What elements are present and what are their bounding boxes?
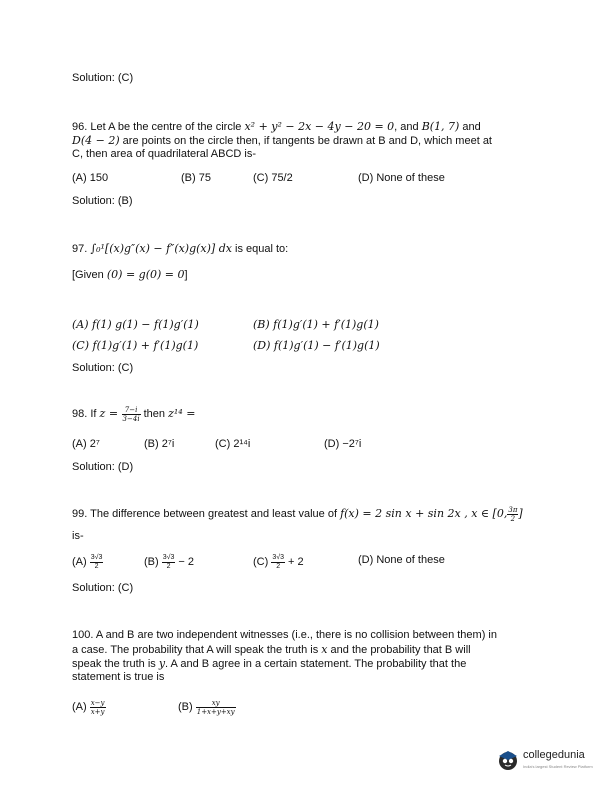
q97-option-a: (A) f(1) g(1) − f(1)g′(1): [72, 318, 199, 331]
q96-option-b: (B) 75: [181, 172, 211, 184]
q99-option-c: (C) $\frac{3√3}{2}$ + 2: [253, 553, 304, 570]
q96-line-3: C, then area of quadrilateral ABCD is-: [72, 148, 257, 160]
q98-question: 98. If z = $\frac{7-i}{3-4i}$ then z¹⁴ =: [72, 405, 196, 423]
logo-wordmark: collegedunia: [523, 749, 585, 761]
q97-solution: Solution: (C): [72, 362, 134, 374]
logo-tagline: India's largest Student Review Platform: [523, 764, 593, 769]
q98-option-a: (A) 2⁷: [72, 438, 100, 450]
q98-fraction: $\frac{7-i}{3-4i}$: [122, 405, 140, 423]
q100-line-1: 100. A and B are two independent witnesses (i.e., there is no collision between them) in: [72, 629, 497, 641]
graduate-icon: [497, 749, 519, 771]
q100-option-b: (B) $\frac{xy}{1+x+y+xy}$: [178, 698, 235, 716]
q99-option-b: (B) $\frac{3√3}{2}$ − 2: [144, 553, 195, 570]
q99-is: is-: [72, 530, 84, 542]
q98-solution: Solution: (D): [72, 461, 134, 473]
q99-range-fraction: $\frac{3\pi}{2}$: [508, 505, 518, 523]
collegedunia-logo: [497, 747, 603, 775]
q96-option-c: (C) 75/2: [253, 172, 293, 184]
q99-question: 99. The difference between greatest and least value of f(x) = 2 sin x + sin 2x , x ∈ [0, $\frac{3\pi}{2}$ ]: [72, 505, 523, 523]
q98-option-b: (B) 2⁷i: [144, 438, 175, 450]
q100-option-a: (A) $\frac{x-y}{x+y}$: [72, 698, 105, 716]
q98-option-d: (D) −2⁷i: [324, 438, 362, 450]
q97-option-b: (B) f(1)g′(1) + f′(1)g(1): [253, 318, 379, 331]
q96-option-a: (A) 150: [72, 172, 109, 184]
q97-option-d: (D) f(1)g′(1) − f′(1)g(1): [253, 339, 380, 352]
q96-option-d: (D) None of these: [358, 172, 445, 184]
q100-line-2: a case. The probability that A will speak the truth is x and the probability that B will: [72, 643, 471, 656]
q97-question: 97. ∫₀¹[(x)g″(x) − f″(x)g(x)] dx is equal to:: [72, 242, 289, 255]
q96-line-1: 96. Let A be the centre of the circle x² + y² − 2x − 4y − 20 = 0, and B(1, 7) and: [72, 120, 481, 133]
q99-option-a: (A) $\frac{3√3}{2}$: [72, 553, 103, 570]
q97-given: [Given (0) = g(0) = 0]: [72, 268, 188, 281]
q96-line-2: D(4 − 2) are points on the circle then, if tangents be drawn at B and D, which meet at: [72, 134, 492, 147]
q97-option-c: (C) f(1)g′(1) + f′(1)g(1): [72, 339, 199, 352]
q96-solution: Solution: (B): [72, 195, 133, 207]
q99-solution: Solution: (C): [72, 582, 134, 594]
q95-solution: Solution: (C): [72, 72, 134, 84]
q100-line-3: speak the truth is y. A and B agree in a certain statement. The probability that the: [72, 657, 467, 670]
q99-option-d: (D) None of these: [358, 554, 445, 566]
q100-line-4: statement is true is: [72, 671, 165, 683]
q98-option-c: (C) 2¹⁴i: [215, 438, 251, 450]
